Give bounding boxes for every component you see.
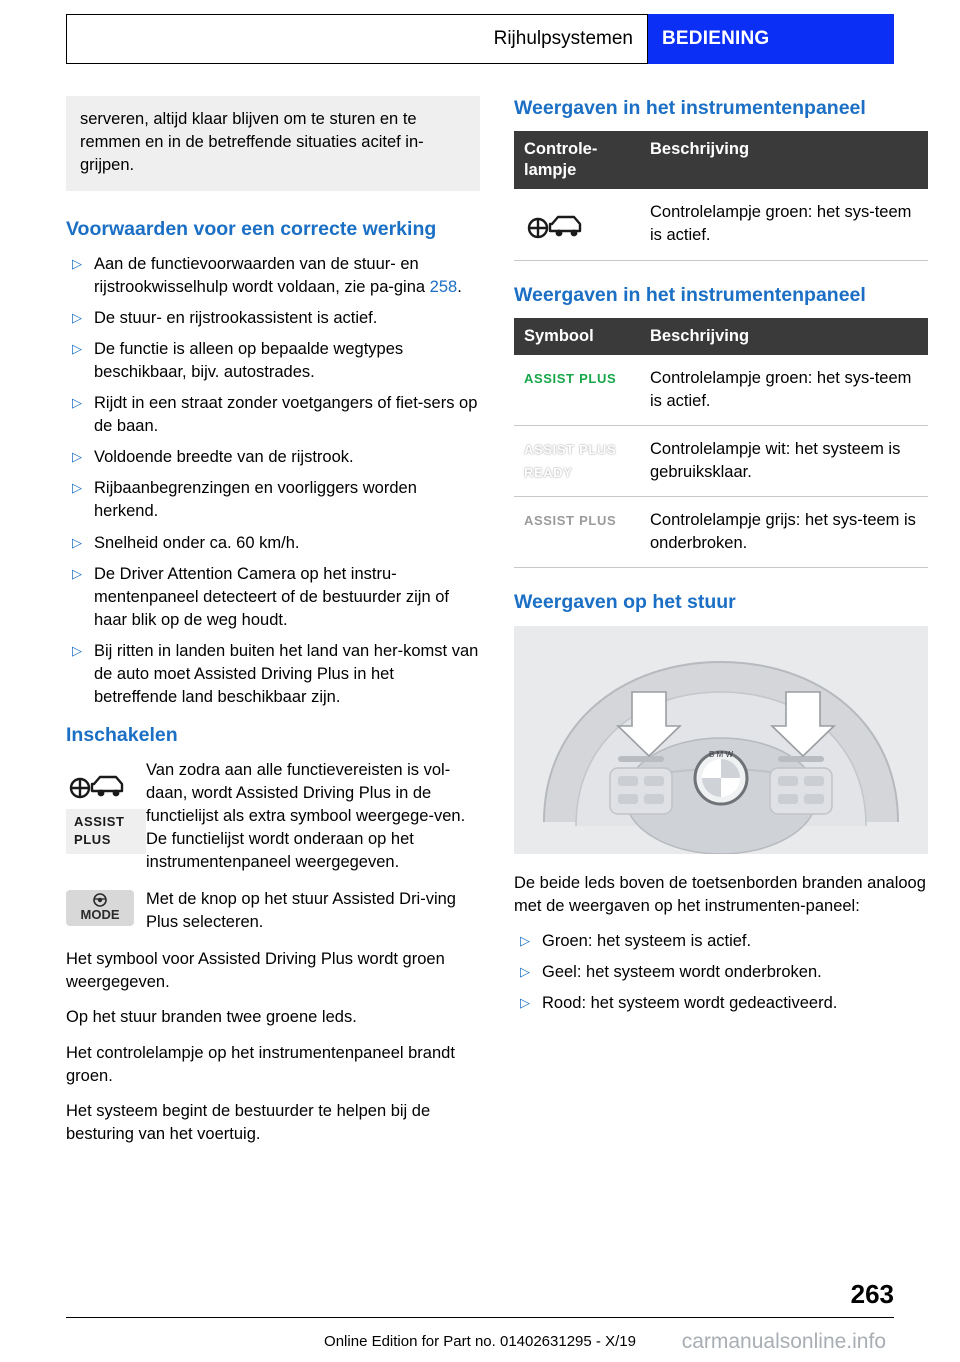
list-item-text: Aan de functievoorwaarden van de stuur- en rijstrookwisselhulp wordt voldaan, zie pa-gina [94,254,430,296]
list-item [514,961,928,984]
assist-plus-line1: ASSIST [74,813,125,829]
bullet-triangle-icon: ▷ [520,932,530,948]
assist-line-3: READY [524,464,573,480]
heading-voorwaarden: Voorwaarden voor een correcte werking [66,218,437,241]
col-header-controlelampje: Controle-lampje [514,131,640,188]
bullet-triangle-icon: ▷ [72,395,82,411]
table-controlelampje [514,131,928,260]
bullet-triangle-icon: ▷ [72,449,82,465]
list-item [66,640,480,709]
col-header-beschrijving: Beschrijving [640,131,928,188]
col-header-symbool: Symbool [514,318,640,355]
header-chapter: Rijhulpsystemen [66,14,648,64]
bullet-triangle-icon: ▷ [520,994,530,1010]
cell-description: Controlelampje groen: het sys-teem is actief. [640,355,928,426]
list-item [66,477,480,523]
cell-description: Controlelampje grijs: het sys-teem is onderbroken. [640,497,928,568]
table-header-row [514,131,928,188]
list-item-text: Snelheid onder ca. 60 km/h. [94,533,300,552]
mode-button[interactable] [66,890,134,926]
list-item [66,532,480,555]
list-item [66,446,480,469]
table-row [514,497,928,568]
paragraph-symbol-green: Het symbool voor Assisted Driving Plus wordt groen weergegeven. [66,950,445,992]
assist-line-2: PLUS [579,441,617,457]
heading-inschakelen: Inschakelen [66,724,178,747]
assist-line-1: ASSIST [524,513,575,529]
list-item-text: Bij ritten in landen buiten het land van her-komst van de auto moet Assisted Driving Plus in het betreffende land beschikbaar zijn. [94,641,479,707]
list-item [66,392,480,438]
heading-weergaven-2: Weergaven in het instrumentenpaneel [514,283,866,306]
bullet-triangle-icon: ▷ [520,963,530,979]
list-item [66,307,480,330]
bullet-triangle-icon: ▷ [72,309,82,325]
page-header [66,14,894,64]
col-header-beschrijving: Beschrijving [640,318,928,355]
list-item [66,338,480,384]
cell-description: Controlelampje wit: het systeem is gebruiksklaar. [640,425,928,496]
list-item-text: Geel: het systeem wordt onderbroken. [542,962,822,981]
svg-text:B M W: B M W [709,749,733,759]
paragraph-leds-uitleg: De beide leds boven de toetsenborden branden analoog met de weergaven op het instrumenten-paneel: [514,873,926,915]
list-item-text: Rijbaanbegrenzingen en voorliggers worden herkend. [94,479,417,521]
figure-text-mode: Met de knop op het stuur Assisted Dri-ving Plus selecteren. [146,890,456,932]
assist-plus-symbol [66,809,146,854]
table-header-row [514,318,928,355]
left-column [66,96,480,1158]
figure-text-functielijst: Van zodra aan alle functievereisten is vol-daan, wordt Assisted Driving Plus in de functielijst als extra symbool weergege-ven. De functielijst wordt onderaan op het instrumentenpaneel weergegeven. [146,760,466,871]
table-symbolen [514,318,928,568]
watermark: carmanualsonline.info [681,1330,886,1353]
heading-weergaven-1: Weergaven in het instrumentenpaneel [514,97,866,119]
list-item-text: Rood: het systeem wordt gedeactiveerd. [542,993,838,1012]
assist-line-1: ASSIST [524,441,575,457]
right-column [514,96,928,1029]
assist-plus-line2: PLUS [74,832,112,848]
continuation-note: serveren, altijd klaar blijven om te sturen en te remmen en in de betreffende situaties acitef in-grijpen. [66,96,480,191]
cell-symbol [514,189,640,261]
assist-line-1: ASSIST [524,370,575,386]
list-item-text: De stuur- en rijstrookassistent is actief. [94,308,378,327]
list-item-text: Voldoende breedte van de rijstrook. [94,448,354,467]
conditions-list [66,253,480,710]
figure-row-mode [66,888,480,934]
bullet-triangle-icon: ▷ [72,565,82,581]
list-item [66,253,480,299]
list-item [66,563,480,632]
paragraph-leds: Op het stuur branden twee groene leds. [66,1008,357,1027]
paragraph-systeem-begint: Het systeem begint de bestuurder te helpen bij de besturing van het voertuig. [66,1101,431,1143]
table-row [514,355,928,426]
figure-symbols [66,759,146,874]
paragraph-controlelampje: Het controlelampje op het instrumentenpaneel brandt groen. [66,1043,455,1085]
assist-line-2: PLUS [579,513,617,529]
cell-symbol-assist-grey [514,497,640,568]
car-steering-icon [524,201,586,241]
steering-wheel-figure [514,626,928,854]
list-item-text: Groen: het systeem is actief. [542,931,752,950]
list-item-text: Rijdt in een straat zonder voetgangers of fiet-sers op de baan. [94,394,478,436]
footer-divider [66,1317,894,1318]
cell-symbol-assist-green [514,355,640,426]
cell-description: Controlelampje groen: het sys-teem is actief. [640,189,928,261]
header-section: BEDIENING [648,14,894,64]
bullet-triangle-icon: ▷ [72,480,82,496]
car-steering-icon [66,761,128,801]
list-item [514,930,928,953]
bullet-triangle-icon: ▷ [72,255,82,271]
page-number: 263 [850,1279,894,1309]
mode-button-label: MODE [80,907,120,923]
list-item-text: De Driver Attention Camera op het instru-mentenpaneel detecteert of de bestuurder zijn of haar blik op de weg houdt. [94,564,449,629]
bullet-triangle-icon: ▷ [72,340,82,356]
bullet-triangle-icon: ▷ [72,642,82,658]
assist-line-2: PLUS [579,370,617,386]
mode-button-figure [66,888,146,934]
heading-weergaven-stuur: Weergaven op het stuur [514,591,736,614]
figure-row-functielijst [66,759,480,874]
bullet-triangle-icon: ▷ [72,534,82,550]
table-row [514,189,928,261]
led-color-list [514,930,928,1015]
page-reference-link[interactable]: 258 [429,277,458,296]
footer-edition: Online Edition for Part no. 01402631295 - X/19 [324,1333,636,1350]
list-item-text: De functie is alleen op bepaalde wegtypes beschikbaar, bijv. autostrades. [94,339,404,381]
cell-symbol-assist-white [514,425,640,496]
steering-wheel-illustration [514,626,928,854]
list-item-text-after: . [457,277,462,296]
table-row [514,425,928,496]
steering-wheel-icon [92,893,108,907]
list-item [514,992,928,1015]
